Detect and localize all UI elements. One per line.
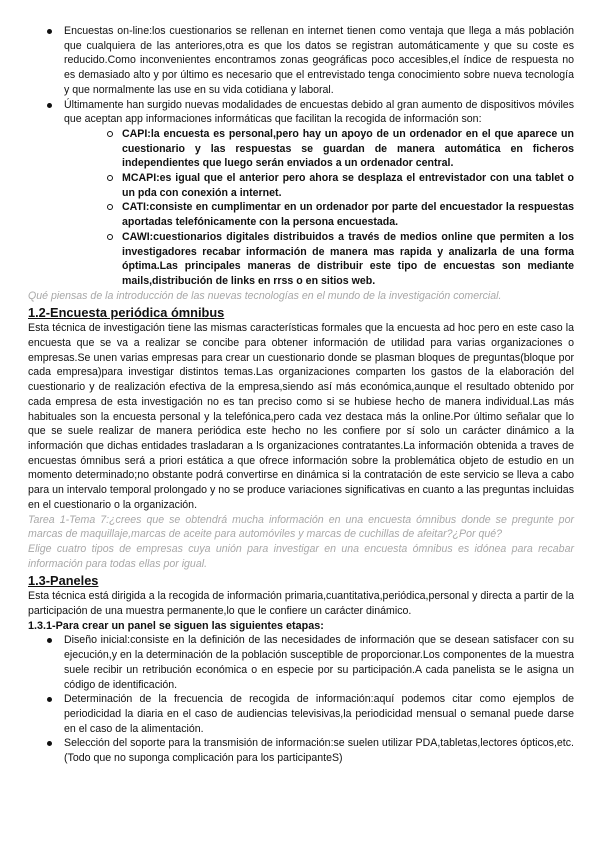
list-item: Determinación de la frecuencia de recogida de información:aquí podemos citar como ejemplos de periodicidad la diaria en el caso de audiencias televisivas,la periodicidad mensual o semanal puede darse en el caso de la alimentación.: [28, 692, 574, 736]
sub-list-item-capi: CAPI:la encuesta es personal,pero hay un apoyo de un ordenador en el que aparece un cuestionario y las respuestas se guardan de manera automática en ficheros independientes que luego serán enviados a un ordenador central.: [64, 127, 574, 171]
list-item: Diseño inicial:consiste en la definición de las necesidades de información que se desean satisfacer con su ejecución,y en la determinación de la población susceptible de proporcionar.Los componentes de la muestra suele recibir un retribución económica o en especie por su participación.A cada panelista se le asigna un código de identificación.: [28, 633, 574, 692]
document-page: [28, 24, 574, 766]
sub-list-item-cawi: CAWI:cuestionarios digitales distribuidos a través de medios online que permiten a los investigadores recabar información de manera mas rapida y analizarla de una forma óptima.Las principales maneras de distribuir este tipo de encuestas son mediante mails,distribución de links en rrss o en sitios web.: [64, 230, 574, 289]
list-item-text: Últimamente han surgido nuevas modalidades de encuestas debido al gran aumento de dispositivos móviles que aceptan app informaciones informáticas que facilitan la recogida de información son:: [64, 98, 574, 126]
section-heading-paneles: 1.3-Paneles: [28, 573, 99, 589]
sub-list-item-mcapi: MCAPI:es igual que el anterior pero ahora se desplaza el entrevistador con una tablet o un pda con conexión a internet.: [64, 171, 574, 200]
paragraph-paneles: Esta técnica está dirigida a la recogida de información primaria,cuantitativa,periódica,personal y directa a partir de la participación de una muestra permanente,lo que le confiere un carácter dinámico.: [28, 590, 574, 618]
reflection-question: Qué piensas de la introducción de las nuevas tecnologías en el mundo de la investigación comercial.: [28, 289, 502, 302]
bullet-list-survey-types: [28, 24, 574, 289]
paragraph-omnibus: Esta técnica de investigación tiene las mismas características formales que la encuesta ad hoc pero en este caso la encuesta que se va a realizar se concibe para obtener información de utilidad para varias organizaciones o empresas.Se unen varias empresas para crear un cuestionario donde se plasman bloques de preguntas(bloque por cada empresa)para investigar distintos temas.Las organizaciones comparten los gastos de la elaboración del cuestionario y de realización efectiva de la empresa,siendo así más económica,aunque el resultado obtenido por cada empresa de esta investigación no es tan preciso como si se hubiese hecho de manera individual.Las más habituales son la encuesta personal y la telefónica,pero cada vez destaca más la online.Por último señalar que lo que se suele realizar de manera periódica este hecho no les confiere por sí solo un carácter dinámico a la información que dichas entidades trasladaran a ls organizaciones contratantes.La información obtenida a traves de encuestas ómnibus será a priori estática a que ofrece información sobre la problemática objeto de estudio en un momento determinado;no obstante podrá convertirse en dinámica si la contratación de este servicio se lleva a cabo para un intervalo temporal prolongado y no se produce variaciones significativas en cuanto a las preguntas incluidas en el cuestionario o la organización.: [28, 322, 574, 511]
list-item: Selección del soporte para la transmisión de información:se suelen utilizar PDA,tabletas,lectores ópticos,etc.(Todo que no suponga complicación para los participanteS): [28, 736, 574, 765]
list-item: [28, 98, 574, 289]
bullet-list-panel-stages: [28, 633, 574, 765]
task-question-1: Tarea 1-Tema 7:¿crees que se obtendrá mucha información en una encuesta ómnibus donde se pregunte por marcas de maquillaje,marcas de aceite para automóviles y marcas de cuchillas de afeitar?¿Por qué?: [28, 513, 574, 541]
list-item: Encuestas on-line:los cuestionarios se rellenan en internet tienen como ventaja que llega a más población que cualquiera de las anteriores,otra es que los datos se registran automáticamente y que su coste es reducido.Como inconvenientes encontramos zonas geográficas poco accesibles,el índice de respuesta no es demasiado alto y por último es necesario que el entrevistado tenga conocimiento sobre nueva tecnología y que normalmente las use en su vida cotidiana y laboral.: [28, 24, 574, 98]
section-heading-omnibus: 1.2-Encuesta periódica ómnibus: [28, 305, 225, 321]
task-question-2: Elige cuatro tipos de empresas cuya unión para investigar en una encuesta ómnibus es idónea para recabar información para todas ellas por igual.: [28, 542, 574, 570]
sub-bullet-list-modalities: [64, 127, 574, 289]
subsection-heading-etapas: 1.3.1-Para crear un panel se siguen las siguientes etapas:: [28, 619, 324, 632]
sub-list-item-cati: CATI:consiste en cumplimentar en un ordenador por parte del encuestador la respuestas aportadas telefónicamente con la persona encuestada.: [64, 200, 574, 229]
